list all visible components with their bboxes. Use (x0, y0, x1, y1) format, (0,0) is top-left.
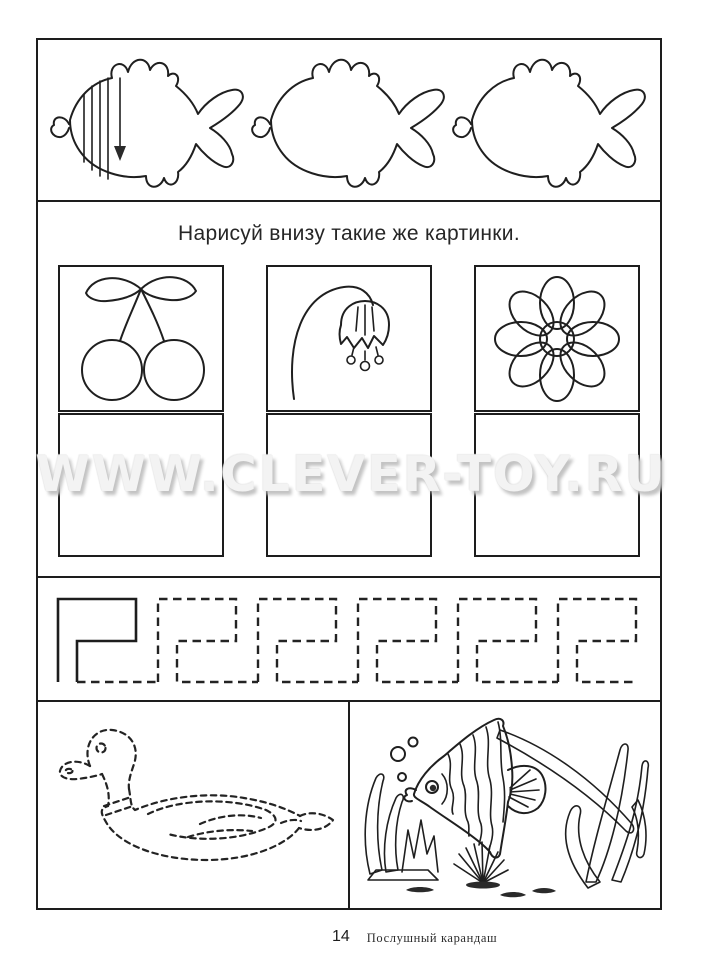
pattern-unit-solid (58, 599, 136, 682)
angelfish-scene-drawing (350, 702, 660, 908)
greek-key-pattern (38, 578, 660, 700)
model-box-bluebell (266, 265, 432, 412)
book-title: Послушный карандаш (366, 931, 498, 945)
pattern-unit-dashed (258, 599, 358, 682)
coloring-fish-box (348, 700, 662, 910)
fish-coloring-strip (36, 38, 662, 202)
pattern-unit-dashed (158, 599, 258, 682)
model-box-cherries (58, 265, 224, 412)
pattern-unit-dashed (458, 599, 558, 682)
fish-outline (249, 48, 445, 196)
model-box-daisy (474, 265, 640, 412)
instruction-text: Нарисуй внизу такие же картинки. (178, 222, 520, 245)
page-footer (332, 928, 497, 946)
bubble (398, 773, 406, 781)
pattern-unit-dashed (558, 599, 638, 682)
tracing-strip (36, 576, 662, 702)
cherries-drawing (60, 267, 222, 410)
watermark: WWW.CLEVER-TOY.RU (36, 446, 667, 503)
copy-task-section (36, 200, 667, 578)
hatching-guide (84, 78, 126, 179)
bluebell-drawing (268, 267, 430, 410)
bubble (391, 747, 405, 761)
pattern-unit-dashed (358, 599, 458, 682)
pebble (532, 888, 556, 893)
duck-dashed-drawing (38, 702, 348, 908)
fish-outline (450, 48, 646, 196)
trace-duck-box (36, 700, 350, 910)
page-number: 14 (332, 928, 350, 945)
fish-outline-hatched (48, 48, 244, 196)
pebble (500, 892, 526, 897)
daisy-drawing (476, 267, 638, 410)
bubble (409, 738, 418, 747)
